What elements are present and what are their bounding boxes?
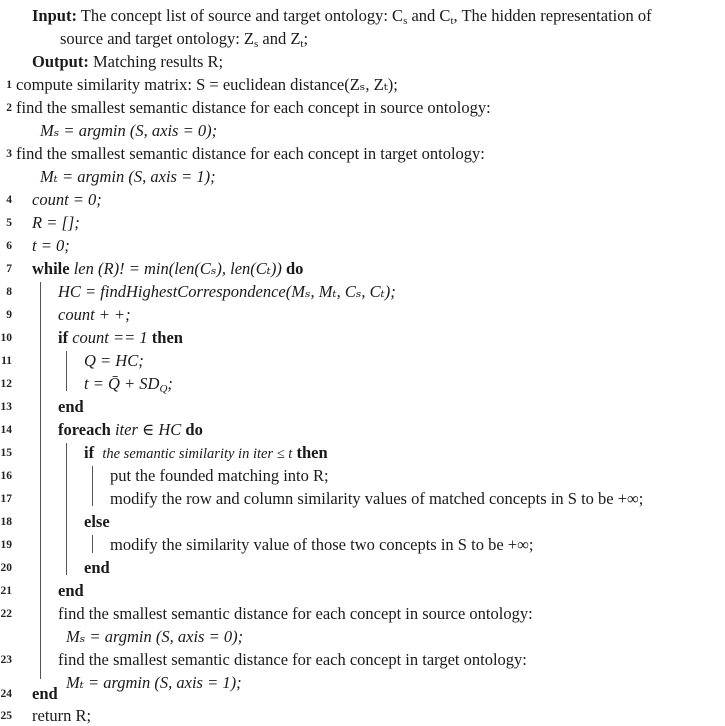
line-number: 2 [6, 102, 12, 114]
algo-line-16: put the founded matching into R; [110, 466, 329, 485]
line-number: 24 [0, 688, 12, 700]
line-number: 13 [0, 401, 12, 413]
if-block-bar [66, 351, 67, 391]
algo-line-19: modify the similarity value of those two concepts in S to be +∞; [110, 535, 534, 554]
line-number: 21 [0, 585, 12, 597]
line-number: 1 [6, 79, 12, 91]
algorithm-input-cont: source and target ontology: $Z_s$ and $Z_t$; [60, 29, 309, 50]
line-number: 16 [0, 470, 12, 482]
line-number: 10 [0, 332, 12, 344]
algo-line-8: HC = findHighestCorrespondence(Mₛ, Mₜ, Cₛ, Cₜ); [58, 282, 396, 301]
line-number: 8 [6, 286, 12, 298]
line-number: 15 [0, 447, 12, 459]
line-number: 17 [0, 493, 12, 505]
algorithm-input: Input: The concept list of source and target ontology: $C_s$ and $C_t$, The hidden representation of [32, 6, 652, 27]
line-number: 14 [0, 424, 12, 436]
algo-line-18-else: else [84, 512, 110, 531]
line-number: 22 [0, 608, 12, 620]
line-number: 5 [6, 217, 12, 229]
input-label: Input: [32, 6, 77, 25]
line-number: 12 [0, 378, 12, 390]
algo-line-2: find the smallest semantic distance for each concept in source ontology: [16, 98, 491, 117]
algo-line-14-foreach: foreach iter ∈ HC do [58, 420, 203, 439]
algo-line-11: Q = HC; [84, 351, 144, 370]
line-number: 7 [6, 263, 12, 275]
line-number: 6 [6, 240, 12, 252]
algo-line-5: R = []; [32, 213, 80, 232]
algo-line-3: find the smallest semantic distance for each concept in target ontology: [16, 144, 485, 163]
algo-line-1: compute similarity matrix: S = euclidean distance(Zₛ, Zₜ); [16, 75, 398, 94]
line-number: 9 [6, 309, 12, 321]
algo-line-13-end: end [58, 397, 84, 416]
algo-line-10-if: if count == 1 then [58, 328, 183, 347]
algorithm-output: Output: Matching results R; [32, 52, 224, 71]
line-number: 25 [0, 710, 12, 722]
algo-line-24-end: end [32, 684, 58, 703]
algo-line-21-end: end [58, 581, 84, 600]
if-then-block-bar [92, 466, 93, 506]
algo-line-3-formula: Mₜ = argmin (S, axis = 1); [40, 167, 216, 186]
algo-line-23: find the smallest semantic distance for each concept in target ontology: [58, 650, 527, 669]
algo-line-6: t = 0; [32, 236, 70, 255]
algo-line-9: count + +; [58, 305, 131, 324]
algo-line-25-return: return R; [32, 706, 92, 725]
else-block-bar [92, 535, 93, 553]
algo-line-17: modify the row and column similarity values of matched concepts in S to be +∞; [110, 489, 644, 508]
line-number: 19 [0, 539, 12, 551]
line-number: 3 [6, 148, 12, 160]
foreach-block-bar [66, 443, 67, 575]
line-number: 23 [0, 654, 12, 666]
line-number: 18 [0, 516, 12, 528]
algo-line-4: count = 0; [32, 190, 102, 209]
while-block-bar [40, 282, 41, 679]
algo-line-23-formula: Mₜ = argmin (S, axis = 1); [66, 673, 242, 692]
algo-line-15-if: if the semantic similarity in iter ≤ t then [84, 443, 328, 462]
algo-line-22: find the smallest semantic distance for each concept in source ontology: [58, 604, 533, 623]
line-number: 20 [0, 562, 12, 574]
output-label: Output: [32, 52, 89, 71]
line-number: 11 [1, 355, 12, 367]
algo-line-2-formula: Mₛ = argmin (S, axis = 0); [40, 121, 218, 140]
algo-line-7-while: while len (R)! = min(len(Cₛ), len(Cₜ)) do [32, 259, 304, 278]
algo-line-12: t = Q̄ + $SD_Q$; [84, 374, 173, 395]
line-number: 4 [6, 194, 12, 206]
algo-line-20-end: end [84, 558, 110, 577]
algo-line-22-formula: Mₛ = argmin (S, axis = 0); [66, 627, 244, 646]
